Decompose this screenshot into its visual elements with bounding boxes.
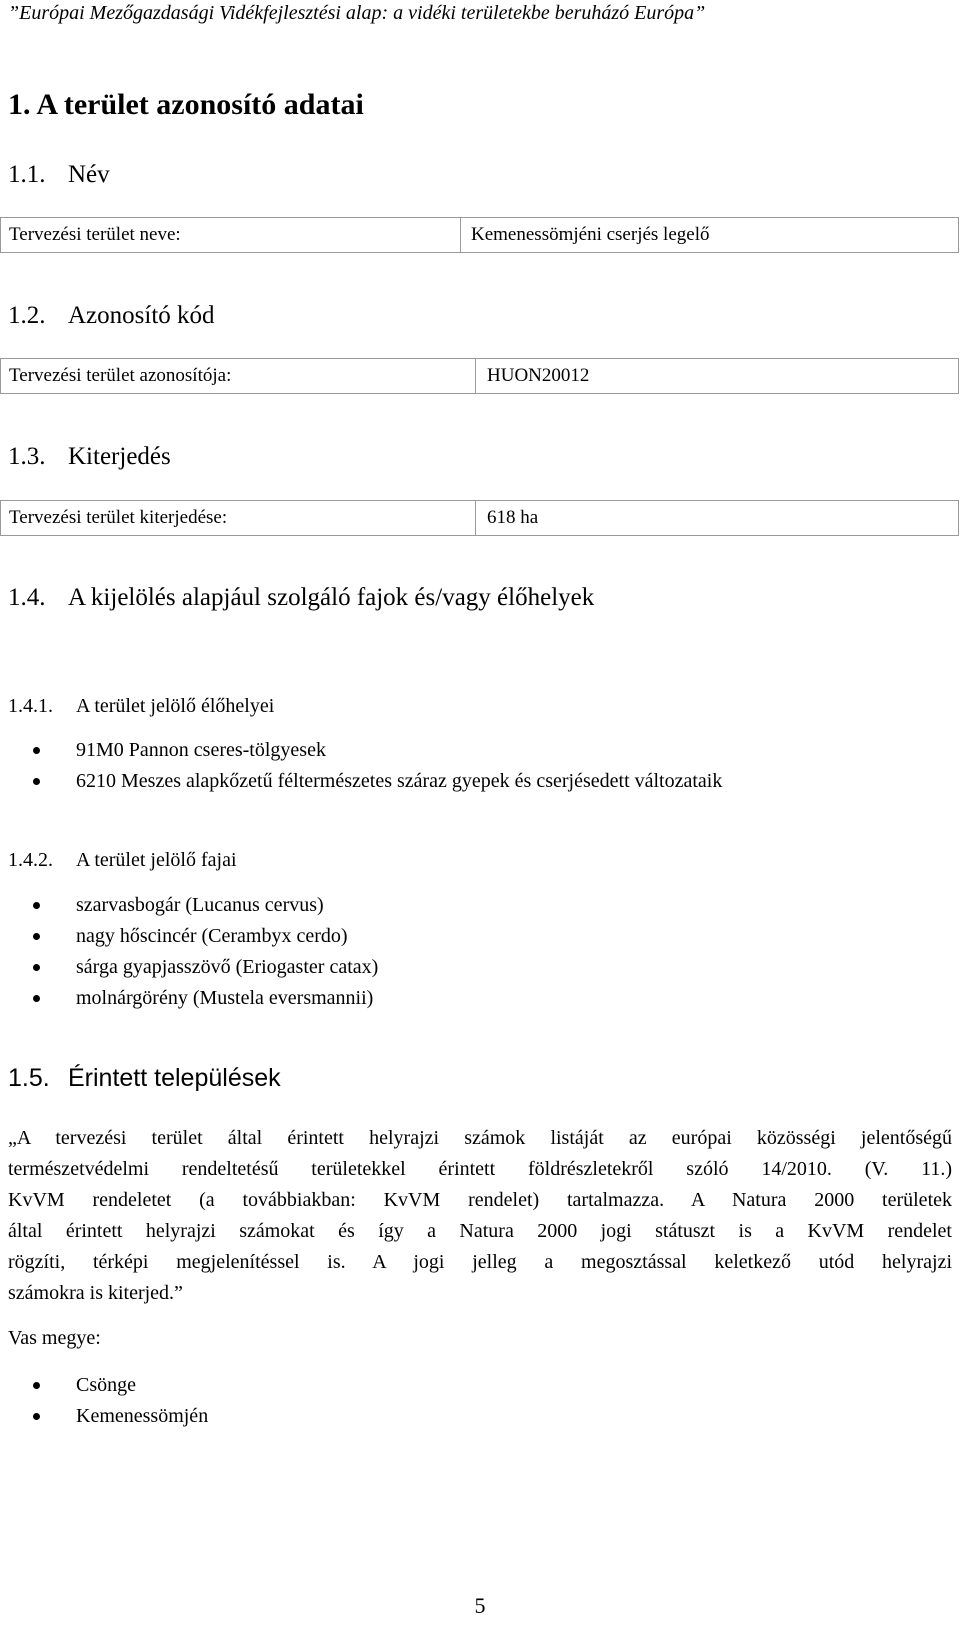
cell-divider: [475, 358, 476, 394]
section-1-3-heading: [8, 443, 171, 471]
section-title: Kiterjedés: [68, 443, 171, 470]
paragraph-line: számokra is kiterjed.”: [8, 1282, 183, 1304]
list-item: [0, 921, 378, 952]
name-field-value: Kemenessömjéni cserjés legelő: [471, 224, 710, 245]
section-number: 1.1.: [8, 161, 46, 188]
paragraph-line: természetvédelmi rendeltetésű területekkel érintett földrészletekről szóló 14/2010. (V. 11.): [8, 1158, 952, 1180]
code-field-row: [0, 358, 959, 394]
paragraph-line: által érintett helyrajzi számokat és így a Natura 2000 jogi státuszt is a KvVM rendelet: [8, 1220, 952, 1242]
county-label: Vas megye:: [8, 1327, 101, 1349]
bullet-icon: [33, 995, 40, 1002]
section-number: 1.4.1.: [8, 695, 53, 717]
cell-divider: [475, 500, 476, 536]
section-title: A terület jelölő élőhelyei: [76, 695, 275, 717]
habitat-item: 6210 Meszes alapkőzetű féltermészetes száraz gyepek és cserjésedett változataik: [76, 770, 723, 792]
settlements-paragraph: [8, 1123, 952, 1309]
section-1-title: 1. A terület azonosító adatai: [8, 88, 364, 121]
paragraph-line: rögzíti, térképi megjelenítéssel is. A jogi jelleg a megosztással keletkező utód helyrajzi: [8, 1251, 952, 1273]
section-1-1-heading: [8, 161, 110, 189]
list-item: [0, 1370, 208, 1401]
section-1-4-2-heading: [8, 849, 237, 872]
settlement-item: Kemenessömjén: [76, 1405, 209, 1427]
bullet-icon: [33, 902, 40, 909]
list-item: [0, 890, 378, 921]
bullet-icon: [33, 778, 40, 785]
list-item: [0, 952, 378, 983]
section-1-5-heading: [8, 1064, 281, 1093]
page-number: 5: [474, 1593, 486, 1618]
habitat-item: 91M0 Pannon cseres-tölgyesek: [76, 739, 326, 761]
page-header: ”Európai Mezőgazdasági Vidékfejlesztési alap: a vidéki területekbe beruházó Európa”: [8, 2, 706, 24]
list-item: [0, 735, 722, 766]
bullet-icon: [33, 933, 40, 940]
section-number: 1.3.: [8, 443, 46, 470]
section-1-4-heading: [8, 584, 594, 612]
list-item: [0, 983, 378, 1014]
bullet-icon: [33, 1382, 40, 1389]
section-number: 1.5.: [8, 1064, 50, 1092]
code-field-value: HUON20012: [487, 365, 590, 386]
bullet-icon: [33, 964, 40, 971]
section-number: 1.4.2.: [8, 849, 53, 871]
section-title: A kijelölés alapjául szolgáló fajok és/vagy élőhelyek: [68, 584, 595, 611]
list-item: [0, 1401, 208, 1432]
name-field-label: Tervezési terület neve:: [9, 224, 181, 245]
section-number: 1.2.: [8, 302, 46, 329]
name-field-row: [0, 217, 959, 253]
habitat-list: [0, 735, 722, 797]
list-item: [0, 766, 722, 797]
extent-field-row: [0, 500, 959, 536]
species-list: [0, 890, 378, 1014]
bullet-icon: [33, 1413, 40, 1420]
extent-field-label: Tervezési terület kiterjedése:: [9, 507, 228, 528]
species-item: sárga gyapjasszövő (Eriogaster catax): [76, 956, 379, 978]
species-item: nagy hőscincér (Cerambyx cerdo): [76, 925, 348, 947]
paragraph-line: „A tervezési terület által érintett helyrajzi számok listáját az európai közösségi jelentőségű: [8, 1127, 952, 1149]
cell-divider: [460, 217, 461, 253]
code-field-label: Tervezési terület azonosítója:: [9, 365, 232, 386]
section-1-4-1-heading: [8, 695, 274, 718]
section-title: Azonosító kód: [68, 302, 215, 329]
extent-field-value: 618 ha: [487, 507, 539, 528]
paragraph-line: KvVM rendeletet (a továbbiakban: KvVM rendelet) tartalmazza. A Natura 2000 területek: [8, 1189, 952, 1211]
bullet-icon: [33, 747, 40, 754]
settlement-item: Csönge: [76, 1374, 136, 1396]
species-item: szarvasbogár (Lucanus cervus): [76, 894, 324, 916]
section-number: 1.4.: [8, 584, 46, 611]
section-title: Név: [68, 161, 110, 188]
species-item: molnárgörény (Mustela eversmannii): [76, 987, 374, 1009]
section-title: Érintett települések: [68, 1064, 281, 1092]
settlement-list: [0, 1370, 208, 1432]
section-title: A terület jelölő fajai: [76, 849, 237, 871]
section-1-2-heading: [8, 302, 215, 330]
